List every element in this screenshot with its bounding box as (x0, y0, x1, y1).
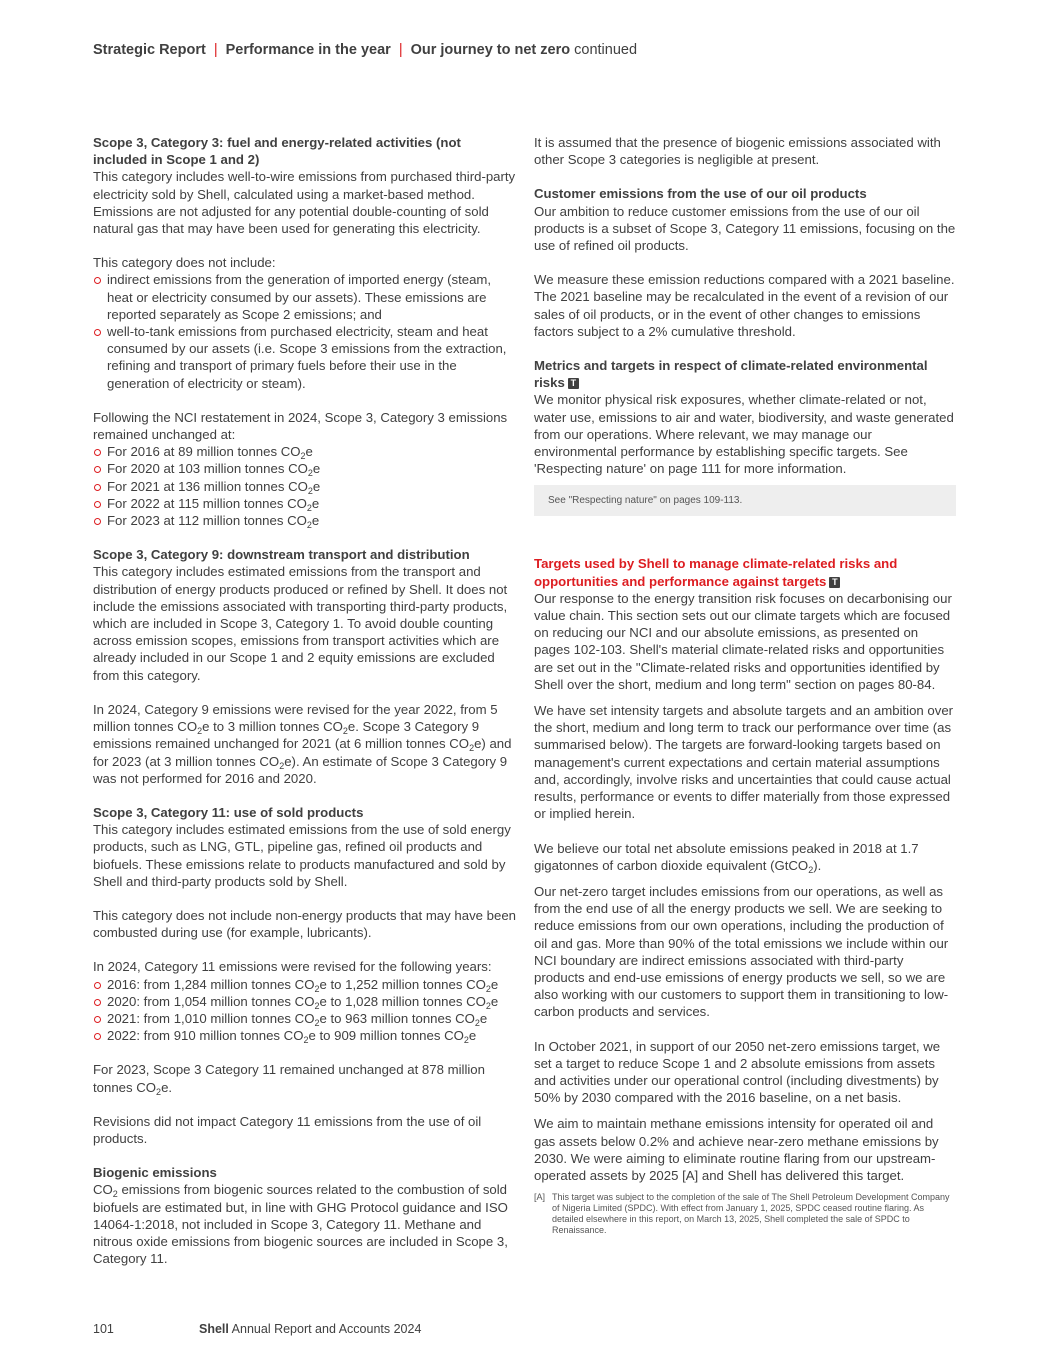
targets-p1: Our response to the energy transition risk focuses on decarbonising our value chain. This section sets out our climate targets which are focused on reducing our NCI and our absolute emissions, as presented on pages 102-103. Shell's material climate-related risks and opportunities are set out in the "Climate-related risks and opportunities identified by Shell over the short, medium and long term" section on pages 80-84. (534, 590, 952, 692)
cat3-exclusions-intro: This category does not include: (93, 255, 276, 271)
page-number: 101 (93, 1322, 114, 1336)
cat11-heading: Scope 3, Category 11: use of sold products (93, 804, 364, 820)
cat11-exclusions: This category does not include non-energy products that may have been combusted during use (for example, lubricants). (93, 907, 516, 941)
list-item: For 2020 at 103 million tonnes $CO_2e$ (93, 460, 516, 477)
left-column (93, 134, 516, 1267)
cat11-note: Revisions did not impact Category 11 emissions from the use of oil products. (93, 1113, 482, 1146)
customer-emissions-p1: Our ambition to reduce customer emissions from the use of our oil products is a subset of Scope 3, Category 11 emissions, focusing on the use of refined oil products. (534, 203, 956, 254)
targets-p2: We have set intensity targets and absolute targets and an ambition over the short, medium and long term to track our performance over time (as summarised below). The targets are forward-looking targets based on management's current expectations and certain material assumptions and, accordingly, involve risks and uncertainties that could cause actual results, performance or events to differ materially from those expressed or implied herein. (534, 703, 954, 822)
list-item: 2016: from 1,284 million tonnes $CO_2e$ to 1,252 million tonnes $CO_2e$ (93, 976, 516, 993)
targets-p6: We aim to maintain methane emissions intensity for operated oil and gas assets below 0.2% and achieve near-zero methane emissions by 2030. We were aiming to eliminate routine flaring from our upstream-operated assets by 2025 [A] and Shell has delivered this target. (534, 1116, 939, 1183)
list-item: 2021: from 1,010 million tonnes $CO_2e$ to 963 million tonnes $CO_2e$ (93, 1010, 516, 1027)
list-item: 2020: from 1,054 million tonnes $CO_2e$ to 1,028 million tonnes $CO_2e$ (93, 993, 516, 1010)
targets-heading: Targets used by Shell to manage climate-related risks and opportunities and performance against targets T (534, 556, 898, 589)
metrics-paragraph: We monitor physical risk exposures, whether climate-related or not, water use, emissions to air and water, biodiversity, and waste generated from our operations. Where relevant, we may manage our environmental performance by establishing specific targets. See 'Respecting nature' on page 111 for more information. (534, 392, 954, 477)
footnote-a (534, 1192, 956, 1236)
page-footer (93, 1322, 421, 1336)
footnote-marker: [A] (534, 1192, 546, 1203)
breadcrumb-net-zero[interactable]: Our journey to net zero (410, 42, 571, 58)
customer-emissions-p2: We measure these emission reductions compared with a 2021 baseline. The 2021 baseline may be recalculated in the event of a revision of our sales of oil products, or in the event of other changes to emissions factors subject to a 2% cumulative threshold. (534, 272, 955, 339)
cat3-exclusions-list (93, 271, 516, 391)
cat9-heading: Scope 3, Category 9: downstream transport and distribution (93, 547, 470, 563)
cat9-paragraph: This category includes estimated emissions from the transport and distribution of energy products produced or refined by Shell. It does not include the emissions associated with transporting third-party products, which are included in Scope 3, Category 1. To avoid double counting across emission scopes, emissions from transport activities which are already included in our Scope 1 and 2 equity emissions are excluded from this category. (93, 564, 508, 683)
cat3-paragraph: This category includes well-to-wire emissions from purchased third-party electricity sold by Shell, calculated using a market-based method. Emissions are not adjusted for any potential double-counting of sold natural gas that may have been used for generating this electricity. (93, 169, 516, 237)
biogenic-continued: It is assumed that the presence of biogenic emissions associated with other Scope 3 categories is negligible at present. (534, 135, 941, 168)
biogenic-heading: Biogenic emissions (93, 1165, 217, 1181)
targets-p5: In October 2021, in support of our 2050 net-zero emissions target, we set a target to reduce Scope 1 and 2 absolute emissions from assets and activities under our operational control (including divestments) by 50% by 2030 compared with the 2016 baseline, on a net basis. (534, 1038, 941, 1106)
cat3-heading: Scope 3, Category 3: fuel and energy-related activities (not included in Scope 1 and 2) (93, 135, 461, 168)
metrics-heading: Metrics and targets in respect of climate-related environmental risks T (534, 358, 928, 391)
tcfd-badge-icon: T (568, 378, 579, 389)
breadcrumb-continued: continued (574, 42, 638, 58)
list-item: indirect emissions from the generation of imported energy (steam, heat or electricity consumed by our assets). These emissions are reported separately as Scope 2 emissions; and (93, 271, 516, 323)
cat9-revision: In 2024, Category 9 emissions were revised for the year 2022, from 5 million tonnes $CO_2e$ to 3 million tonnes $CO_2e$. Scope 3 Category 9 emissions remained unchanged for 2021 (at 6 million tonnes $CO_2e$) and for 2023 (at 3 million tonnes $CO_2e$). An estimate of Scope 3 Category 9 was not performed for 2016 and 2020. (93, 701, 512, 786)
list-item: For 2023 at 112 million tonnes $CO_2e$ (93, 512, 516, 529)
cat3-values-list (93, 443, 516, 529)
list-item: well-to-tank emissions from purchased electricity, steam and heat consumed by our assets (i.e. Scope 3 emissions from the extraction, refining and transport of primary fuels before their use in the generation of electricity or steam). (93, 323, 516, 392)
footer-brand: Shell (199, 1322, 229, 1336)
targets-p3: We believe our total net absolute emissions peaked in 2018 at 1.7 gigatonnes of carbon dioxide equivalent (GtCO$_2$). (534, 840, 919, 875)
breadcrumb (93, 42, 637, 58)
list-item: For 2022 at 115 million tonnes $CO_2e$ (93, 495, 516, 512)
breadcrumb-separator: | (213, 42, 218, 58)
list-item: 2022: from 910 million tonnes $CO_2e$ to 909 million tonnes $CO_2e$ (93, 1027, 516, 1044)
list-item: For 2021 at 136 million tonnes $CO_2e$ (93, 478, 516, 495)
footer-title: Annual Report and Accounts 2024 (231, 1322, 422, 1336)
see-also-box[interactable]: See "Respecting nature" on pages 109-113. (534, 485, 956, 516)
targets-p4: Our net-zero target includes emissions from our operations, as well as from the end use of all the energy products we sell. We are seeking to reduce emissions from our own operations, including the production of oil and gas. More than 90% of the total emissions we include within our NCI boundary are indirect emissions associated with third-party products and end-use emissions of energy products we sell, so we are also working with our customers to support them in transitioning to low-carbon products and services. (534, 883, 949, 1020)
list-item: For 2016 at 89 million tonnes $CO_2e$ (93, 443, 516, 460)
breadcrumb-separator: | (398, 42, 403, 58)
cat11-paragraph: This category includes estimated emissions from the use of sold energy products, such as LNG, GTL, pipeline gas, refined oil products and biofuels. These emissions relate to products manufactured and sold by Shell and third-party products sold by Shell. (93, 822, 511, 889)
cat11-revision-intro: In 2024, Category 11 emissions were revised for the following years: (93, 959, 492, 975)
tcfd-badge-icon: T (829, 577, 840, 588)
cat11-2023: For 2023, Scope 3 Category 11 remained unchanged at 878 million tonnes $CO_2e$. (93, 1062, 485, 1097)
cat11-revision-list (93, 976, 516, 1045)
right-column (534, 134, 956, 1236)
cat3-restatement: Following the NCI restatement in 2024, Scope 3, Category 3 emissions remained unchanged at: (93, 409, 508, 443)
breadcrumb-performance[interactable]: Performance in the year (225, 42, 391, 58)
breadcrumb-strategic-report[interactable]: Strategic Report (93, 42, 206, 58)
customer-emissions-heading: Customer emissions from the use of our oil products (534, 186, 867, 202)
footnote-text: This target was subject to the completion of the sale of The Shell Petroleum Development Company of Nigeria Limited (SPDC). With effect from January 1, 2025, SPDC ceased routine flaring. As detailed elsewhere in this report, on March 13, 2025, Shell completed the sale of SPDC to Renaissance. (552, 1192, 950, 1236)
biogenic-paragraph: $CO_2$ emissions from biogenic sources related to the combustion of sold biofuels are estimated but, in line with GHG Protocol guidance and ISO 14064-1:2018, not included in Scope 3, Category 11. Methane and nitrous oxide emissions from biogenic sources are included in Scope 3, Category 11. (93, 1182, 508, 1267)
